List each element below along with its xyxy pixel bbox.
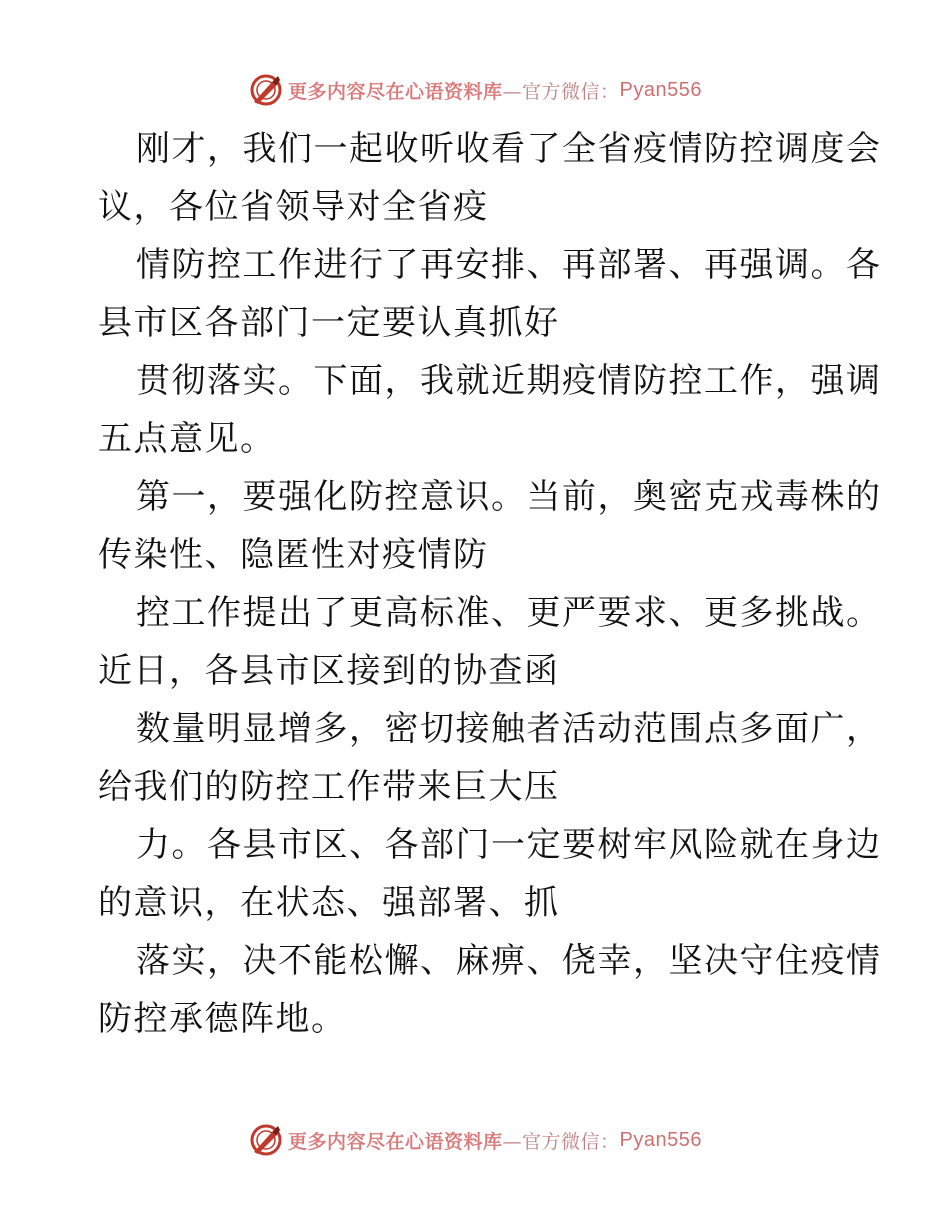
text-line: 落实，决不能松懈、麻痹、侥幸，坚决守住疫情 <box>136 941 882 981</box>
pen-logo-icon <box>248 1122 284 1158</box>
header-site-text: 更多内容尽在心语资料库 <box>288 80 503 103</box>
text-line: 传染性、隐匿性对疫情防 <box>98 535 489 575</box>
text-line: 力。各县市区、各部门一定要树牢风险就在身边 <box>136 825 882 865</box>
header-wechat-id: Pyan556 <box>619 78 702 101</box>
text-line: 近日，各县市区接到的协查函 <box>98 651 560 691</box>
text-line: 的意识，在状态、强部署、抓 <box>98 883 560 923</box>
text-line: 防控承德阵地。 <box>98 999 347 1039</box>
text-line: 五点意见。 <box>98 419 276 459</box>
header-separator-text: —官方微信： <box>502 80 620 103</box>
text-line: 第一，要强化防控意识。当前，奥密克戎毒株的 <box>136 477 882 517</box>
text-line: 给我们的防控工作带来巨大压 <box>98 767 560 807</box>
text-line: 控工作提出了更高标准、更严要求、更多挑战。 <box>136 593 882 633</box>
footer-banner <box>0 1120 950 1160</box>
pen-logo-icon <box>248 72 284 108</box>
text-line: 情防控工作进行了再安排、再部署、再强调。各 <box>136 245 882 285</box>
text-line: 刚才，我们一起收听收看了全省疫情防控调度会 <box>136 129 882 169</box>
footer-site-text: 更多内容尽在心语资料库 <box>288 1130 503 1153</box>
document-body <box>98 120 882 1048</box>
footer-wechat-id: Pyan556 <box>619 1128 702 1151</box>
text-line: 县市区各部门一定要认真抓好 <box>98 303 560 343</box>
header-banner <box>0 70 950 110</box>
footer-separator-text: —官方微信： <box>502 1130 620 1153</box>
text-line: 议，各位省领导对全省疫 <box>98 187 489 227</box>
text-line: 数量明显增多，密切接触者活动范围点多面广， <box>136 709 882 749</box>
text-line: 贯彻落实。下面，我就近期疫情防控工作，强调 <box>136 361 882 401</box>
